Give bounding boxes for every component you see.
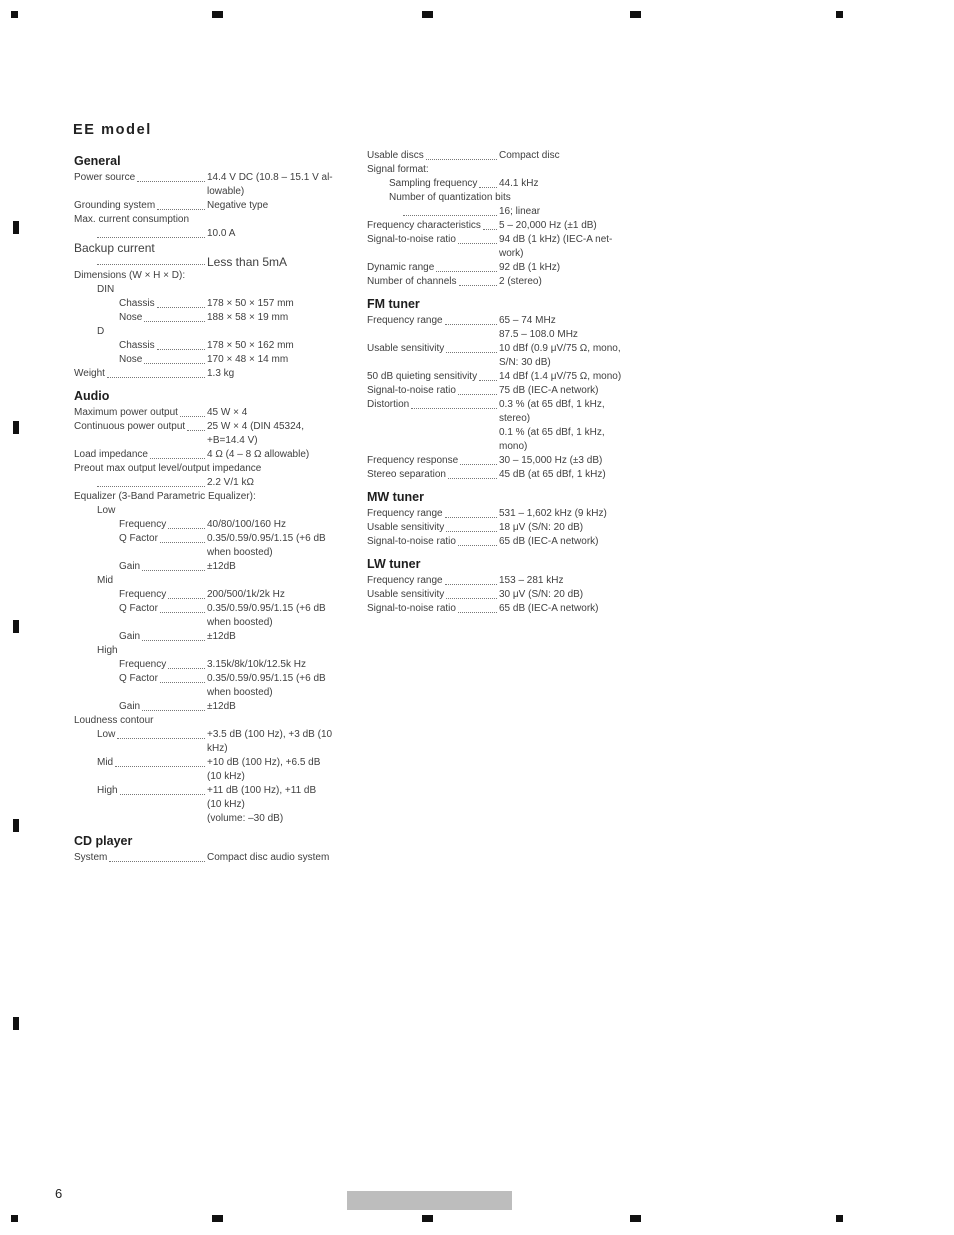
spec-label: Q Factor	[119, 673, 158, 684]
registration-mark	[11, 1215, 18, 1222]
spec-label: Frequency response	[367, 455, 459, 466]
dot-leader	[117, 738, 205, 739]
spec-label: Number of quantization bits	[389, 192, 511, 203]
dot-leader	[483, 229, 497, 230]
registration-mark	[212, 11, 223, 18]
spec-label: Gain	[119, 561, 141, 572]
dot-leader	[187, 430, 205, 431]
spec-value: work)	[499, 248, 524, 259]
spec-value: (volume: –30 dB)	[207, 813, 284, 824]
dot-leader	[142, 570, 205, 571]
spec-label: Nose	[119, 312, 143, 323]
footer-bar	[347, 1191, 512, 1210]
spec-label: Frequency characteristics	[367, 220, 481, 231]
spec-label: Signal format:	[367, 164, 429, 175]
spec-label: Dynamic range	[367, 262, 435, 273]
spec-label: Grounding system	[74, 200, 156, 211]
spec-value: 3.15k/8k/10k/12.5k Hz	[207, 659, 306, 670]
spec-value: S/N: 30 dB)	[499, 357, 551, 368]
spec-label: Preout max output level/output impedance	[74, 463, 262, 474]
dot-leader	[107, 377, 205, 378]
dot-leader	[446, 531, 497, 532]
spec-label: Usable sensitivity	[367, 522, 445, 533]
spec-value: ±12dB	[207, 701, 236, 712]
spec-label: Frequency	[119, 589, 167, 600]
spec-label: Maximum power output	[74, 407, 178, 418]
section-heading: FM tuner	[367, 297, 420, 311]
spec-label: Mid	[97, 575, 114, 586]
spec-label: Loudness contour	[74, 715, 154, 726]
registration-mark	[212, 1215, 223, 1222]
spec-label: Signal-to-noise ratio	[367, 536, 456, 547]
section-heading: General	[74, 154, 121, 168]
spec-value: 65 dB (IEC-A network)	[499, 603, 599, 614]
dot-leader	[426, 159, 497, 160]
dot-leader	[446, 598, 497, 599]
page-title: EE model	[73, 122, 152, 138]
spec-label: Gain	[119, 631, 141, 642]
dot-leader	[142, 640, 205, 641]
registration-mark	[11, 11, 18, 18]
spec-label: Signal-to-noise ratio	[367, 385, 456, 396]
dot-leader	[458, 394, 497, 395]
dot-leader	[97, 486, 205, 487]
spec-value: 92 dB (1 kHz)	[499, 262, 561, 273]
dot-leader	[137, 181, 205, 182]
spec-label: High	[97, 645, 118, 656]
spec-value: when boosted)	[207, 547, 273, 558]
registration-mark	[13, 421, 19, 434]
spec-label: Power source	[74, 172, 136, 183]
section-heading: Audio	[74, 389, 110, 403]
spec-value: (10 kHz)	[207, 771, 245, 782]
spec-value: 1.3 kg	[207, 368, 235, 379]
spec-value: 45 dB (at 65 dBf, 1 kHz)	[499, 469, 606, 480]
spec-label: Number of channels	[367, 276, 457, 287]
dot-leader	[436, 271, 497, 272]
spec-label: System	[74, 852, 108, 863]
spec-label: Usable sensitivity	[367, 589, 445, 600]
dot-leader	[157, 307, 205, 308]
section-heading: CD player	[74, 834, 133, 848]
spec-value: +10 dB (100 Hz), +6.5 dB	[207, 757, 321, 768]
dot-leader	[160, 682, 205, 683]
spec-value: 18 μV (S/N: 20 dB)	[499, 522, 584, 533]
spec-value: 65 – 74 MHz	[499, 315, 556, 326]
spec-value: 40/80/100/160 Hz	[207, 519, 286, 530]
dot-leader	[180, 416, 205, 417]
dot-leader	[460, 464, 497, 465]
spec-value: Negative type	[207, 200, 269, 211]
dot-leader	[446, 352, 497, 353]
dot-leader	[109, 861, 205, 862]
dot-leader	[168, 598, 205, 599]
spec-value: 14.4 V DC (10.8 – 15.1 V al-	[207, 172, 333, 183]
spec-value: 188 × 58 × 19 mm	[207, 312, 289, 323]
spec-label: Load impedance	[74, 449, 148, 460]
dot-leader	[97, 264, 205, 265]
spec-value: 531 – 1,602 kHz (9 kHz)	[499, 508, 607, 519]
dot-leader	[459, 285, 498, 286]
spec-value: 170 × 48 × 14 mm	[207, 354, 289, 365]
spec-value: lowable)	[207, 186, 245, 197]
spec-label: D	[97, 326, 105, 337]
dot-leader	[160, 612, 205, 613]
dot-leader	[144, 321, 205, 322]
spec-value: 65 dB (IEC-A network)	[499, 536, 599, 547]
dot-leader	[97, 237, 205, 238]
spec-label: Signal-to-noise ratio	[367, 603, 456, 614]
dot-leader	[411, 408, 497, 409]
spec-label: Nose	[119, 354, 143, 365]
spec-label: Q Factor	[119, 533, 158, 544]
spec-label: Gain	[119, 701, 141, 712]
spec-value: kHz)	[207, 743, 228, 754]
spec-value: 10 dBf (0.9 μV/75 Ω, mono,	[499, 343, 621, 354]
spec-label: Usable sensitivity	[367, 343, 445, 354]
spec-label: Frequency range	[367, 575, 443, 586]
dot-leader	[448, 478, 497, 479]
spec-value: Less than 5mA	[207, 255, 288, 269]
spec-value: +11 dB (100 Hz), +11 dB	[207, 785, 317, 796]
spec-label: Q Factor	[119, 603, 158, 614]
dot-leader	[160, 542, 205, 543]
dot-leader	[458, 612, 497, 613]
spec-value: when boosted)	[207, 687, 273, 698]
spec-label: Weight	[74, 368, 105, 379]
spec-value: 94 dB (1 kHz) (IEC-A net-	[499, 234, 613, 245]
spec-label: Signal-to-noise ratio	[367, 234, 456, 245]
spec-value: 0.35/0.59/0.95/1.15 (+6 dB	[207, 603, 326, 614]
dot-leader	[458, 545, 497, 546]
spec-value: 2.2 V/1 kΩ	[207, 477, 254, 488]
spec-label: Frequency range	[367, 508, 443, 519]
spec-value: 0.1 % (at 65 dBf, 1 kHz,	[499, 427, 605, 438]
spec-value: when boosted)	[207, 617, 273, 628]
registration-mark	[422, 11, 433, 18]
dot-leader	[479, 380, 497, 381]
spec-value: 10.0 A	[207, 228, 236, 239]
spec-value: Compact disc	[499, 150, 560, 161]
spec-label: Dimensions (W × H × D):	[74, 270, 186, 281]
spec-value: +B=14.4 V)	[207, 435, 258, 446]
registration-mark	[13, 819, 19, 832]
registration-mark	[836, 11, 843, 18]
spec-label: Chassis	[119, 298, 155, 309]
registration-mark	[13, 1017, 19, 1030]
spec-value: ±12dB	[207, 631, 236, 642]
spec-label: High	[97, 785, 118, 796]
spec-label: Low	[97, 729, 116, 740]
dot-leader	[445, 324, 497, 325]
page-number: 6	[55, 1186, 63, 1201]
dot-leader	[157, 209, 205, 210]
dot-leader	[445, 584, 497, 585]
spec-value: 14 dBf (1.4 μV/75 Ω, mono)	[499, 371, 622, 382]
dot-leader	[157, 349, 205, 350]
spec-label: Backup current	[74, 241, 155, 255]
spec-label: Stereo separation	[367, 469, 446, 480]
spec-value: ±12dB	[207, 561, 236, 572]
registration-mark	[422, 1215, 433, 1222]
spec-value: 25 W × 4 (DIN 45324,	[207, 421, 304, 432]
section-heading: MW tuner	[367, 490, 424, 504]
dot-leader	[479, 187, 497, 188]
spec-label: Frequency	[119, 519, 167, 530]
spec-value: 0.35/0.59/0.95/1.15 (+6 dB	[207, 673, 326, 684]
dot-leader	[144, 363, 205, 364]
registration-mark	[13, 221, 19, 234]
dot-leader	[120, 794, 205, 795]
spec-value: 2 (stereo)	[499, 276, 542, 287]
spec-value: 200/500/1k/2k Hz	[207, 589, 285, 600]
spec-value: 30 μV (S/N: 20 dB)	[499, 589, 584, 600]
spec-value: 16; linear	[499, 206, 541, 217]
spec-value: 30 – 15,000 Hz (±3 dB)	[499, 455, 603, 466]
spec-label: Mid	[97, 757, 114, 768]
dot-leader	[458, 243, 497, 244]
section-heading: LW tuner	[367, 557, 421, 571]
spec-value: stereo)	[499, 413, 531, 424]
dot-leader	[150, 458, 205, 459]
dot-leader	[168, 668, 205, 669]
spec-label: Equalizer (3-Band Parametric Equalizer):	[74, 491, 256, 502]
spec-value: 178 × 50 × 157 mm	[207, 298, 294, 309]
spec-label: Sampling frequency	[389, 178, 478, 189]
spec-label: Frequency	[119, 659, 167, 670]
spec-label: Frequency range	[367, 315, 443, 326]
spec-label: Chassis	[119, 340, 155, 351]
spec-label: Usable discs	[367, 150, 424, 161]
dot-leader	[142, 710, 205, 711]
dot-leader	[115, 766, 205, 767]
spec-value: mono)	[499, 441, 528, 452]
registration-mark	[13, 620, 19, 633]
spec-label: 50 dB quieting sensitivity	[367, 371, 478, 382]
spec-value: 178 × 50 × 162 mm	[207, 340, 294, 351]
spec-label: Continuous power output	[74, 421, 186, 432]
spec-label: Distortion	[367, 399, 410, 410]
spec-value: 4 Ω (4 – 8 Ω allowable)	[207, 449, 310, 460]
dot-leader	[445, 517, 497, 518]
spec-value: Compact disc audio system	[207, 852, 330, 863]
dot-leader	[403, 215, 497, 216]
spec-value: 45 W × 4	[207, 407, 248, 418]
spec-label: Low	[97, 505, 116, 516]
registration-mark	[630, 11, 641, 18]
spec-label: Max. current consumption	[74, 214, 190, 225]
spec-value: 75 dB (IEC-A network)	[499, 385, 599, 396]
dot-leader	[168, 528, 205, 529]
registration-mark	[836, 1215, 843, 1222]
spec-value: 153 – 281 kHz	[499, 575, 564, 586]
spec-value: 87.5 – 108.0 MHz	[499, 329, 578, 340]
spec-value: 0.3 % (at 65 dBf, 1 kHz,	[499, 399, 605, 410]
registration-mark	[630, 1215, 641, 1222]
spec-value: (10 kHz)	[207, 799, 245, 810]
spec-value: 5 – 20,000 Hz (±1 dB)	[499, 220, 597, 231]
spec-value: 44.1 kHz	[499, 178, 539, 189]
spec-label: DIN	[97, 284, 115, 295]
spec-value: +3.5 dB (100 Hz), +3 dB (10	[207, 729, 333, 740]
spec-value: 0.35/0.59/0.95/1.15 (+6 dB	[207, 533, 326, 544]
